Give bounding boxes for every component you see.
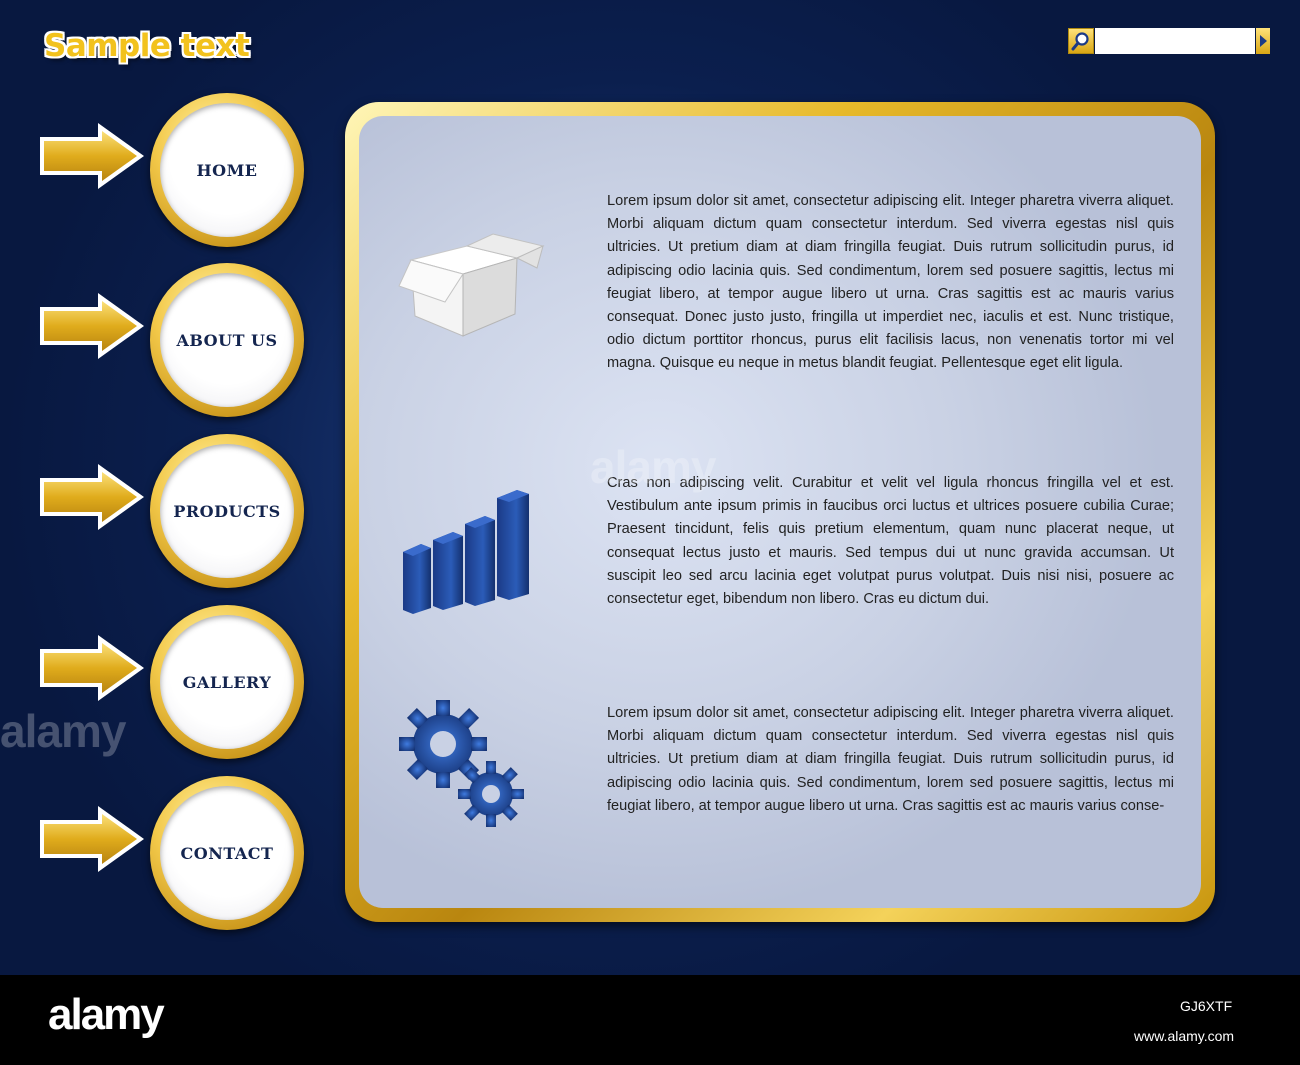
nav-button-gallery[interactable]: [150, 605, 304, 759]
nav-button-home[interactable]: [150, 93, 304, 247]
watermark-text: alamy: [0, 705, 126, 757]
content-panel-inner: [359, 116, 1201, 908]
nav-label: HOME: [196, 160, 258, 180]
play-arrow-icon: [1256, 28, 1270, 54]
stock-id: GJ6XTF: [1180, 998, 1233, 1014]
bar-chart-icon: [399, 486, 539, 616]
site-title: Sample text: [44, 28, 250, 64]
nav-item-about-us[interactable]: [0, 263, 320, 423]
search-go-button[interactable]: [1256, 28, 1270, 54]
content-panel: [345, 102, 1215, 922]
content-paragraph: Lorem ipsum dolor sit amet, consectetur adipiscing elit. Integer pharetra viverra aliquet. Morbi aliquam dictum quam consectetur interdum. Sed viverra egestas nisl quis ultricies. Ut pretium diam at diam fringilla feugiat. Duis rutrum sollicitudin purus, id adipiscing odio lacinia quis. Sed condimentum, lorem sed posuere sagittis, lectus mi feugiat libero, at tempor augue libero ut urna. Cras sagittis est ac mauris varius conse-: [607, 705, 1174, 814]
nav-button-products[interactable]: [150, 434, 304, 588]
nav-label: PRODUCTS: [173, 501, 281, 521]
nav-button-contact[interactable]: [150, 776, 304, 930]
arrow-right-icon: [38, 804, 146, 874]
footer-bar: [0, 975, 1300, 1065]
search-button[interactable]: [1068, 28, 1094, 54]
content-paragraph: Cras non adipiscing velit. Curabitur et velit vel ligula rhoncus fringilla vel et est. Vestibulum ante ipsum primis in faucibus orci luctus et ultrices posuere cubilia Curae; Praesent tincidunt, felis quis pretium elementum, quam nunc placerat neque, ut consequat lectus justo et mauris. Sed tempus dui ut nunc gravida accumsan. Ut suscipit leo sed arcu lacinia eget volutpat purus volutpat. Duis nisi nisi, posuere ac consectetur eget, bibendum non libero. Cras eu dictum dui.: [607, 475, 1174, 608]
arrow-right-icon: [38, 462, 146, 532]
nav-label: ABOUT US: [176, 330, 278, 350]
nav-button-about-us[interactable]: [150, 263, 304, 417]
search-bar: [1068, 28, 1270, 54]
watermark-brand: alamy: [48, 990, 163, 1039]
watermark-text: alamy: [590, 441, 716, 493]
nav-label: GALLERY: [182, 672, 272, 692]
gears-icon: [397, 698, 527, 828]
nav-item-contact[interactable]: [0, 776, 320, 936]
box-icon: [397, 228, 547, 340]
search-input[interactable]: [1095, 28, 1255, 54]
nav-label: CONTACT: [180, 843, 274, 863]
nav-item-home[interactable]: [0, 93, 320, 253]
arrow-right-icon: [38, 633, 146, 703]
arrow-right-icon: [38, 291, 146, 361]
search-icon: [1069, 29, 1093, 53]
arrow-right-icon: [38, 121, 146, 191]
stock-url: www.alamy.com: [1134, 1028, 1235, 1044]
nav-item-products[interactable]: [0, 434, 320, 594]
content-paragraph: Lorem ipsum dolor sit amet, consectetur adipiscing elit. Integer pharetra viverra aliquet. Morbi aliquam dictum quam consectetur interdum. Sed viverra egestas nisl quis ultricies. Ut pretium diam at diam fringilla feugiat. Duis rutrum sollicitudin purus, id adipiscing odio lacinia quis. Sed condimentum, lorem sed posuere sagittis, lectus mi feugiat libero, at tempor augue libero ut urna. Cras sagittis est ac mauris varius consequat. Donec justo justo, fringilla ut imperdiet nec, iaculis et est. Nunc tristique, odio dictum porttitor rhoncus, purus elit facilisis lacus, non venenatis tortor mi vel magna. Quisque eu neque in metus blandit feugiat. Pellentesque eget elit ligula.: [607, 193, 1174, 372]
